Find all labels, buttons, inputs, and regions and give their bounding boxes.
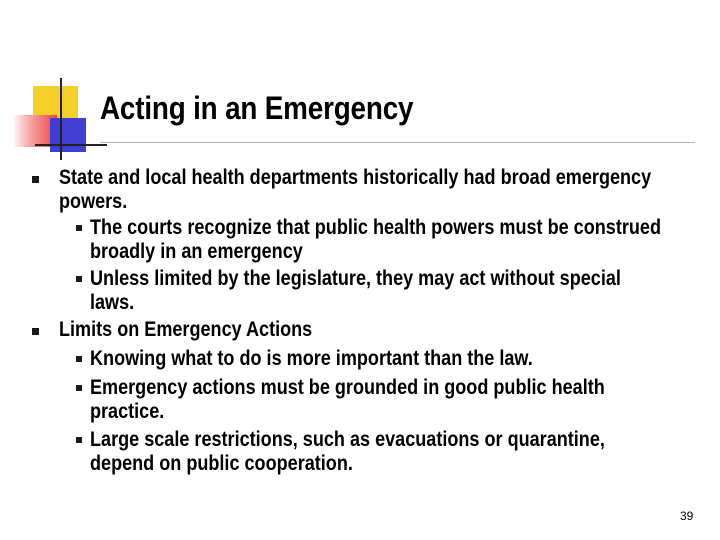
bullet-1-line-1: State and local health departments historically had broad emergency (59, 166, 652, 189)
logo-vertical-line (60, 78, 62, 160)
bullet-1-line-2: powers. (59, 190, 128, 213)
bullet-2-line-1: Limits on Emergency Actions (59, 318, 313, 341)
sub-bullet-2-1-line-1: Knowing what to do is more important than the law. (90, 347, 533, 370)
sub-bullet-marker (76, 225, 82, 231)
slide-logo (0, 0, 110, 170)
bullet-marker (32, 328, 39, 335)
sub-bullet-1-1-line-2: broadly in an emergency (90, 240, 303, 263)
page-number: 39 (680, 509, 694, 523)
sub-bullet-2-2-line-1: Emergency actions must be grounded in good public health (90, 376, 605, 399)
sub-bullet-marker (76, 385, 82, 391)
sub-bullet-1-2-line-1: Unless limited by the legislature, they may act without special (90, 267, 621, 290)
sub-bullet-marker (76, 437, 82, 443)
sub-bullet-2-3-line-2: depend on public cooperation. (90, 452, 353, 475)
bullet-marker (32, 176, 39, 183)
sub-bullet-2-3-line-1: Large scale restrictions, such as evacuations or quarantine, (90, 428, 605, 451)
sub-bullet-1-1-line-1: The courts recognize that public health powers must be construed (90, 216, 661, 239)
logo-blue-square (50, 118, 86, 152)
sub-bullet-2-2-line-2: practice. (90, 400, 165, 423)
sub-bullet-1-2-line-2: laws. (90, 291, 135, 314)
sub-bullet-marker (76, 276, 82, 282)
title-rule (100, 142, 695, 143)
sub-bullet-marker (76, 356, 82, 362)
slide-title: Acting in an Emergency (100, 90, 414, 126)
logo-horizontal-line (35, 144, 107, 146)
